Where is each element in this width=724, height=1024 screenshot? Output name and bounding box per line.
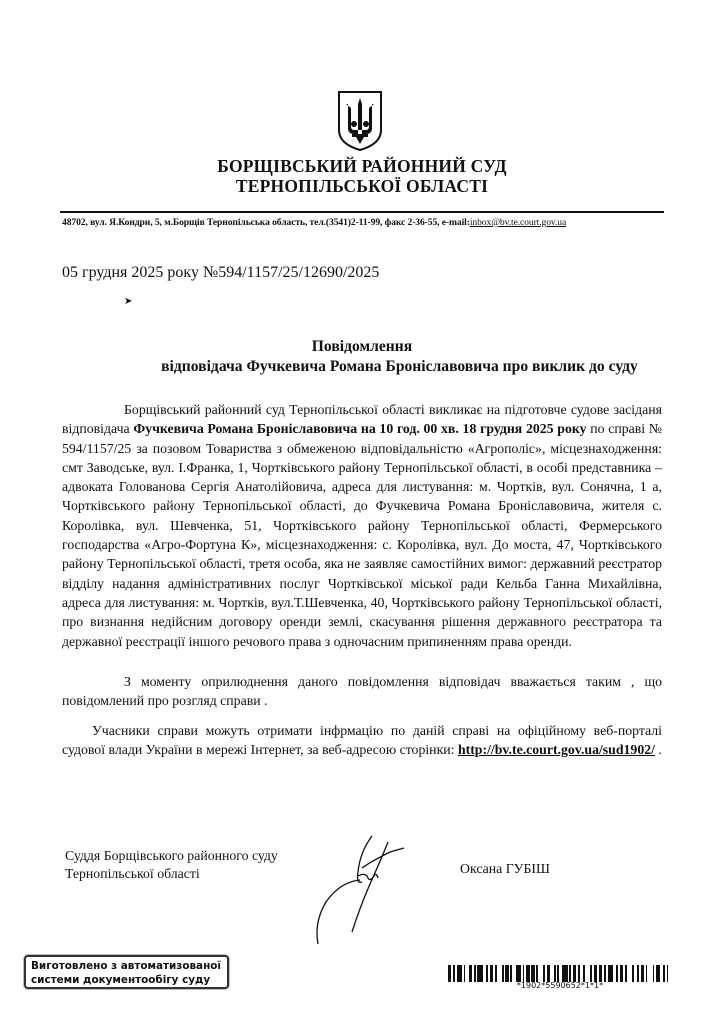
document-date-number: 05 грудня 2025 року №594/1157/25/12690/2025 (62, 264, 380, 281)
header-divider (60, 211, 664, 213)
court-name (0, 156, 724, 196)
body-paragraph-1 (62, 400, 662, 651)
body-paragraph-3 (62, 721, 662, 760)
p3-text: Учасники справи можуть отримати інфрмацію по даній справі на офіційному веб-порталі судової влади України в мережі Інтернет, за веб-адресою сторінки: (62, 723, 662, 758)
p1-hearing-details: Фучкевича Романа Броніславовича на 10 год. 00 хв. 18 грудня 2025 року (133, 421, 587, 437)
notice-title-line2: відповідача Фучкевича Романа Броніславовича про виклик до суду (161, 358, 638, 375)
scan-mark-icon: ➤ (124, 296, 133, 307)
body-paragraph-2 (62, 672, 662, 711)
barcode-number: *1902*5590652*1*1* (516, 981, 604, 990)
p1-text-b: по справі № 594/1157/25 за позовом Товариства з обмеженою відповідальністю «Агрополіс», місцезнаходження: смт Заводське, вул. І.Франка, 1, Чортківського району Тернопільської області, в особі представника – адвоката Голованова Сергія Анатолійовича, адреса для листування: м. Чортків, вул. Сонячна, 1 а, Чортківського району Тернопільської області, до Фучкевича Романа Броніславовича, жителя с. Королівка, вул. Шевченка, 51, Чортківського району Тернопільської області, Фермерського господарства «Агро-Фортуна К», місцезнаходження: с. Королівка, вул. До моста, 47, Чортківського району Тернопільської області, третя особа, яка не заявляє самостійних вимог: державний реєстратор відділу надання адміністративних послуг Чортківської міської ради Кельба Ганна Михайлівна, адреса для листування: м. Чортків, вул.Т.Шевченка, 40, Чортківського району Тернопільської області, про визнання недійсним договору оренди землі, скасування рішення державного реєстратора та державної реєстрації іншого речового права з одночасним припиненням права оренди. (62, 421, 662, 649)
judge-position-line2: Тернопільської області (65, 866, 200, 881)
handwritten-signature-icon (300, 832, 420, 947)
notice-title (0, 337, 724, 377)
stamp-line2: системи документообігу суду (31, 974, 211, 986)
court-address (62, 217, 682, 228)
stamp-line1: Виготовлено з автоматизованої (31, 960, 221, 972)
address-text: 48702, вул. Я.Кондри, 5, м.Борщів Тернопільська область, тел.(3541)2-11-99, факс 2-36-55, e-mail: (62, 217, 470, 228)
p2-text: З моменту оприлюднення даного повідомлення відповідач вважається таким , що повідомлений про розгляд справи . (62, 674, 662, 709)
court-name-line2: ТЕРНОПІЛЬСЬКОЇ ОБЛАСТІ (235, 176, 489, 196)
court-website-link[interactable]: http://bv.te.court.gov.ua/sud1902/ (457, 742, 655, 758)
email-link[interactable]: inbox@bv.te.court.gov.ua (469, 217, 567, 228)
notice-title-line1: Повідомлення (311, 338, 413, 355)
p1-text-a: Борщівський районний суд Тернопільської області викликає на підготовче судове засіданя відповідача (62, 402, 662, 437)
court-name-line1: БОРЩІВСЬКИЙ РАЙОННИЙ СУД (217, 156, 507, 176)
judge-position (65, 847, 278, 883)
trident-emblem-icon (336, 90, 384, 152)
p3-end: . (654, 742, 662, 758)
barcode (448, 965, 672, 982)
judge-name: Оксана ГУБІШ (460, 861, 550, 876)
automated-system-stamp (24, 955, 229, 989)
judge-position-line1: Суддя Борщівського районного суду (65, 848, 278, 863)
